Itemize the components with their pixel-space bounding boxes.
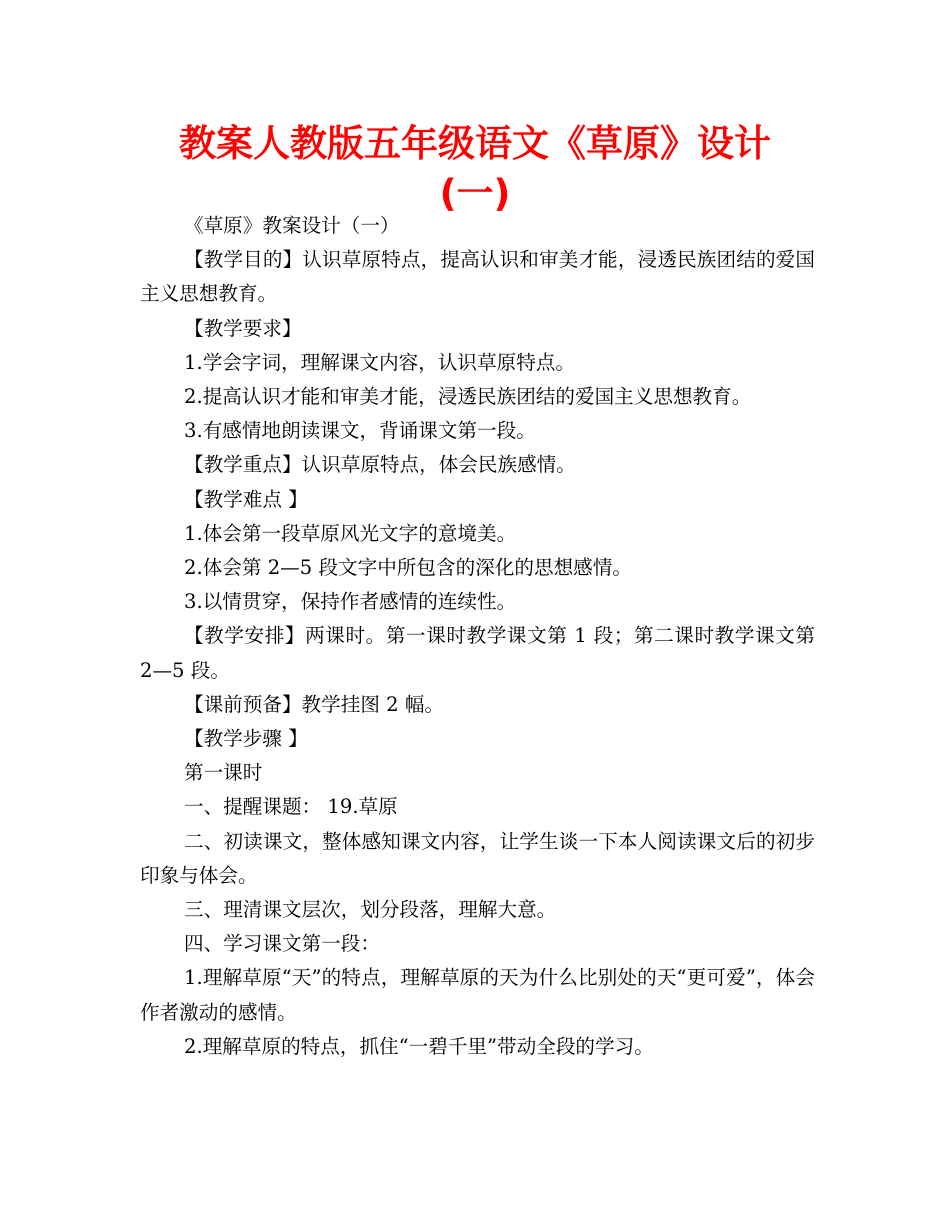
- paragraph: 三、理清课文层次，划分段落，理解大意。: [184, 898, 557, 922]
- paragraph: 3.有感情地朗读课文，背诵课文第一段。: [184, 419, 536, 443]
- paragraph: 四、学习课文第一段：: [184, 932, 380, 956]
- paragraph: 【教学安排】两课时。第一课时教学课文第 1 段；第二课时教学课文第 2—5 段。: [140, 624, 815, 682]
- document-title: 教案人教版五年级语文《草原》设计: [179, 122, 771, 165]
- paragraph: 《草原》教案设计（一）: [184, 214, 400, 237]
- paragraph: 2.提高认识才能和审美才能，浸透民族团结的爱国主义思想教育。: [184, 385, 752, 409]
- paragraph: 【教学步骤 】: [184, 727, 308, 751]
- paragraph: 3.以情贯穿，保持作者感情的连续性。: [184, 590, 517, 614]
- document-title-suffix: (一): [439, 172, 511, 215]
- paragraph: 1.学会字词，理解课文内容，认识草原特点。: [184, 350, 575, 374]
- paragraph: 二、初读课文，整体感知课文内容，让学生谈一下本人阅读课文后的初步印象与体会。: [140, 829, 815, 887]
- paragraph: 第一课时: [184, 761, 263, 785]
- paragraph: 1.理解草原“天”的特点，理解草原的天为什么比别处的天“更可爱”，体会作者激动的感情。: [140, 966, 815, 1024]
- paragraph: 【教学难点 】: [184, 487, 308, 511]
- paragraph: 【教学重点】认识草原特点，体会民族感情。: [184, 453, 576, 477]
- paragraph: 2.体会第 2—5 段文字中所包含的深化的思想感情。: [184, 556, 632, 580]
- document-body: [140, 209, 815, 1064]
- paragraph: 1.体会第一段草原风光文字的意境美。: [184, 521, 517, 545]
- paragraph: 2.理解草原的特点，抓住“一碧千里”带动全段的学习。: [184, 1034, 654, 1058]
- paragraph: 【教学目的】认识草原特点，提高认识和审美才能，浸透民族团结的爱国主义思想教育。: [140, 248, 815, 306]
- paragraph: 一、提醒课题： 19.草原: [184, 795, 398, 819]
- paragraph: 【教学要求】: [184, 316, 302, 340]
- paragraph: 【课前预备】教学挂图 2 幅。: [184, 692, 445, 716]
